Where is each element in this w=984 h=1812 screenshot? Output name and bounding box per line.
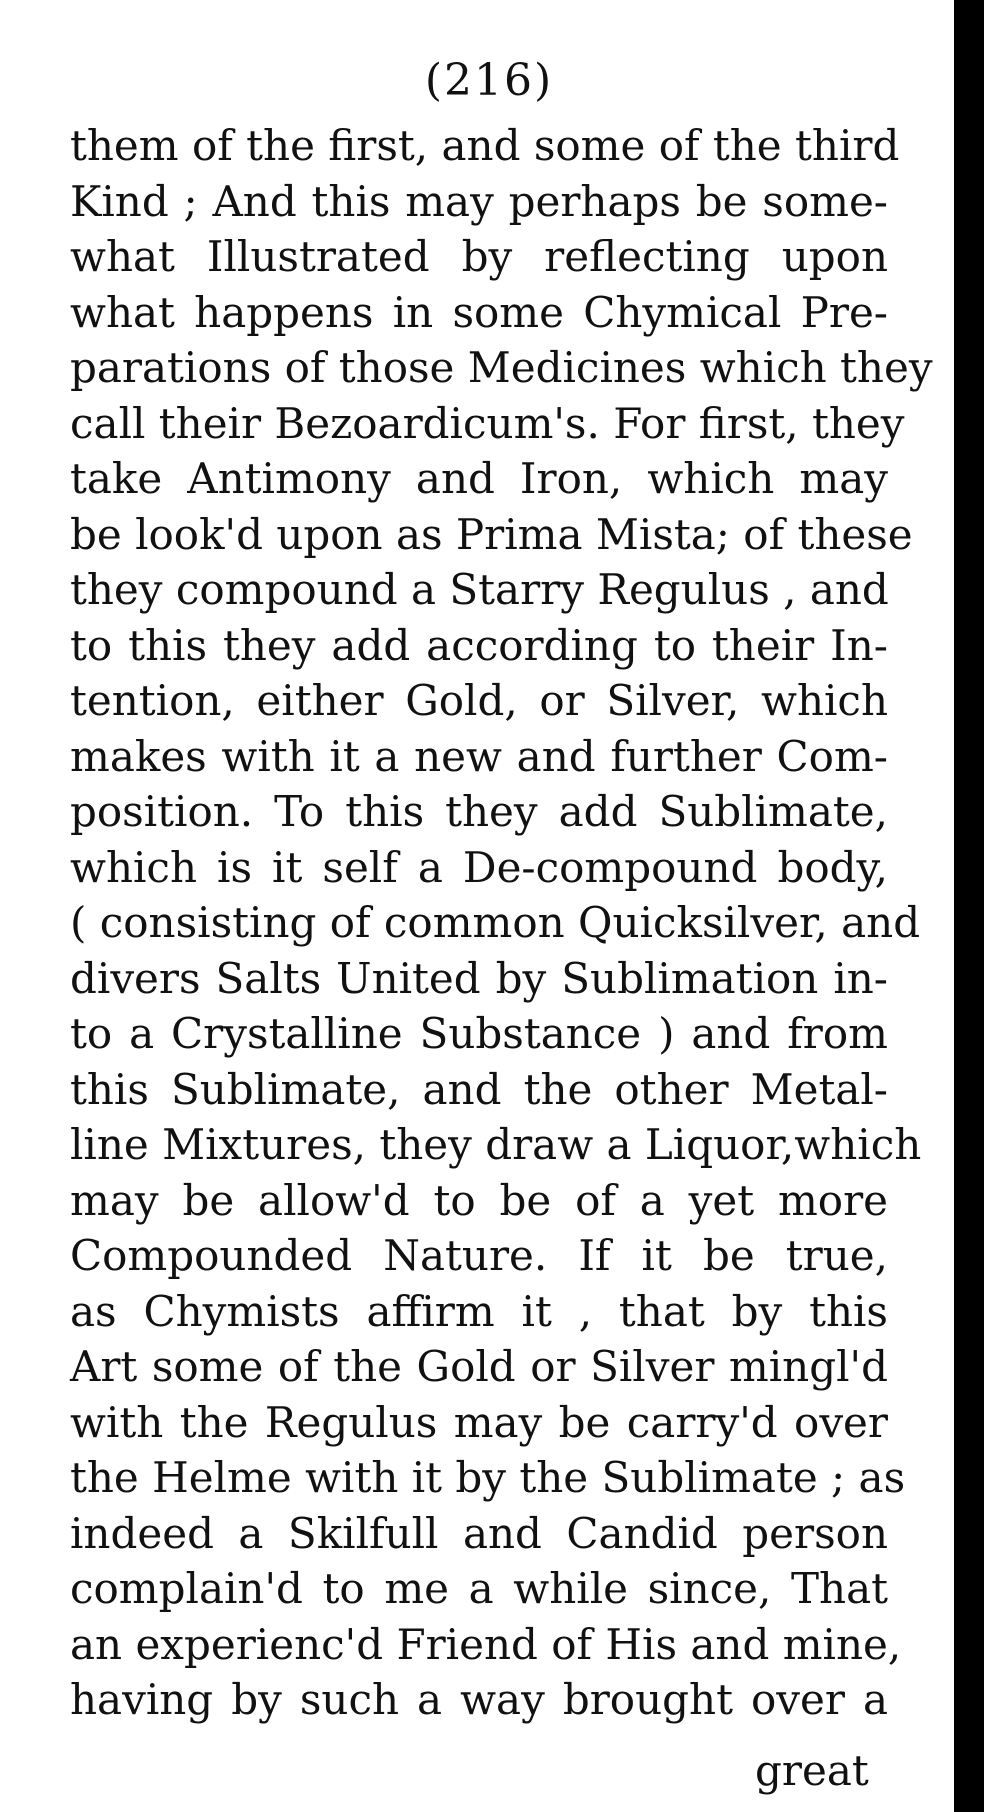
text-line: parations of those Medicines which they bbox=[70, 343, 933, 392]
text-line: indeed a Skilfull and Candid person bbox=[70, 1508, 888, 1558]
text-line: be look'd upon as Prima Mista; of these bbox=[70, 509, 913, 559]
text-line: them of the first, and some of the third bbox=[70, 121, 900, 170]
text-line: Compounded Nature. If it be true, bbox=[70, 1231, 888, 1280]
text-line: the Helme with it by the Sublimate ; as bbox=[70, 1453, 906, 1502]
text-line: what happens in some Chymical Pre- bbox=[70, 287, 888, 337]
text-line: position. To this they add Sublimate, bbox=[70, 787, 888, 836]
text-line: ( consisting of common Quicksilver, and bbox=[70, 898, 921, 947]
text-line: what Illustrated by reflecting upon bbox=[70, 232, 888, 281]
text-line: may be allow'd to be of a yet more bbox=[70, 1175, 888, 1225]
text-line: as Chymists affirm it , that by this bbox=[70, 1286, 888, 1336]
text-line: Kind ; And this may perhaps be some- bbox=[70, 176, 888, 226]
text-line: call their Bezoardicum's. For first, they bbox=[70, 398, 905, 448]
text-line: Art some of the Gold or Silver mingl'd bbox=[70, 1342, 888, 1391]
page-number: (216) bbox=[424, 55, 554, 106]
text-line: to a Crystalline Substance ) and from bbox=[70, 1009, 888, 1058]
text-line: line Mixtures, they draw a Liquor,which bbox=[70, 1120, 922, 1169]
text-line: divers Salts United by Sublimation in- bbox=[70, 953, 888, 1003]
text-line: complain'd to me a while since, That bbox=[70, 1564, 888, 1613]
text-line: with the Regulus may be carry'd over bbox=[70, 1397, 888, 1447]
text-line: they compound a Starry Regulus , and bbox=[70, 565, 889, 614]
catchword: great bbox=[755, 1746, 869, 1795]
text-line: to this they add according to their In- bbox=[70, 620, 888, 670]
page-edge-shadow bbox=[954, 0, 984, 1812]
text-line: makes with it a new and further Com- bbox=[70, 731, 888, 781]
text-line: tention, either Gold, or Silver, which bbox=[70, 676, 888, 725]
text-line: this Sublimate, and the other Metal- bbox=[70, 1064, 888, 1114]
text-line: an experienc'd Friend of His and mine, bbox=[70, 1619, 902, 1669]
text-line: take Antimony and Iron, which may bbox=[70, 454, 888, 503]
body-text bbox=[70, 118, 933, 1728]
text-line: having by such a way brought over a bbox=[70, 1675, 888, 1724]
text-line: which is it self a De-compound body, bbox=[70, 842, 888, 892]
